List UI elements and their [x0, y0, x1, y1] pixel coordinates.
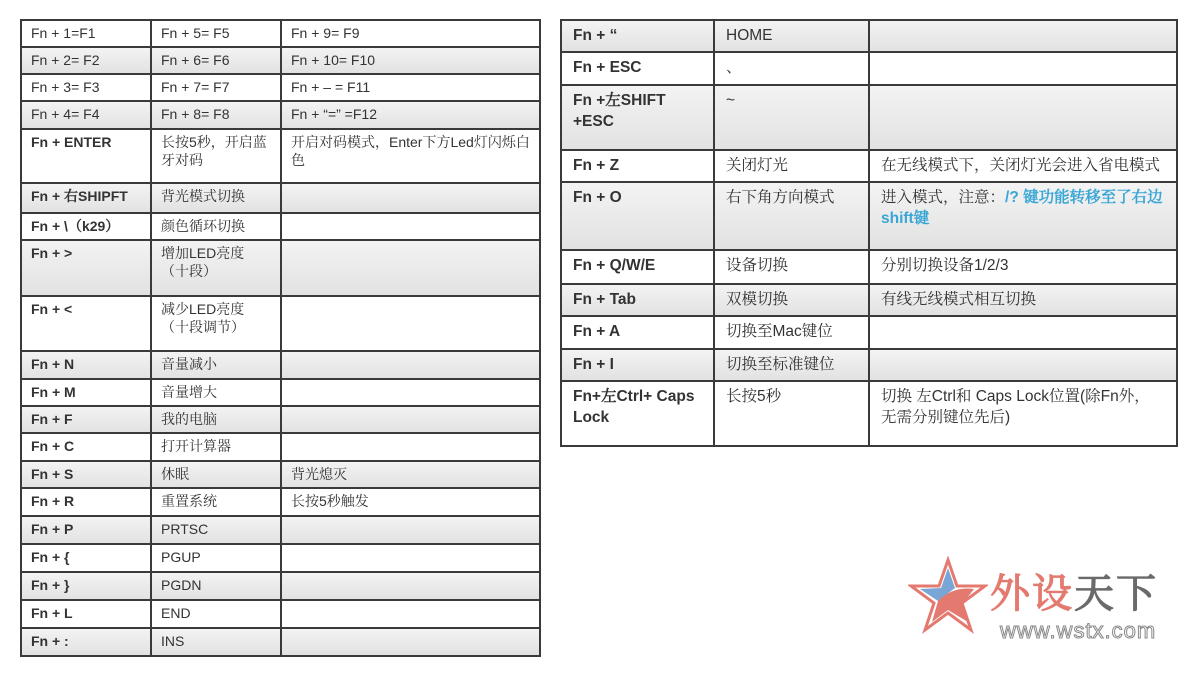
- function-cell: 音量增大: [151, 379, 281, 406]
- shortcut-key-cell: Fn + A: [561, 316, 714, 349]
- shortcut-key-cell: Fn + Tab: [561, 284, 714, 316]
- note-cell: 进入模式，注意：/? 键功能转移至了右边shift键: [869, 182, 1177, 250]
- function-cell: Fn + 6= F6: [151, 47, 281, 74]
- function-cell: 切换至标准键位: [714, 349, 869, 381]
- table-row: [561, 182, 1177, 250]
- table-row: [21, 488, 540, 516]
- table-row: [21, 461, 540, 488]
- note-cell: Fn + 9= F9: [281, 20, 540, 47]
- function-cell: 、: [714, 52, 869, 85]
- shortcut-key-cell: Fn+左Ctrl+ Caps Lock: [561, 381, 714, 446]
- table-row: [561, 349, 1177, 381]
- note-cell: [281, 406, 540, 433]
- logo-url: www.wstx.com: [1000, 618, 1157, 643]
- function-cell: 我的电脑: [151, 406, 281, 433]
- function-cell: Fn + 5= F5: [151, 20, 281, 47]
- right-shortcut-table: [560, 19, 1178, 447]
- table-row: [21, 47, 540, 74]
- shortcut-key-cell: Fn + O: [561, 182, 714, 250]
- note-cell: 长按5秒触发: [281, 488, 540, 516]
- function-cell: 切换至Mac键位: [714, 316, 869, 349]
- function-cell: 背光模式切换: [151, 183, 281, 213]
- table-row: [21, 20, 540, 47]
- shortcut-key-cell: Fn + S: [21, 461, 151, 488]
- function-cell: 双模切换: [714, 284, 869, 316]
- note-cell: [281, 296, 540, 351]
- shortcut-key-cell: Fn + R: [21, 488, 151, 516]
- table-row: [21, 74, 540, 101]
- function-cell: Fn + 7= F7: [151, 74, 281, 101]
- note-cell: [281, 379, 540, 406]
- shortcut-key-cell: Fn + ESC: [561, 52, 714, 85]
- function-cell: 长按5秒，开启蓝牙对码: [151, 129, 281, 183]
- function-cell: 音量减小: [151, 351, 281, 379]
- highlight-note: /? 键功能转移至了右边shift键: [881, 189, 1163, 227]
- shortcut-key-cell: Fn + 右SHIPFT: [21, 183, 151, 213]
- table-row: [21, 379, 540, 406]
- note-cell: Fn + “=” =F12: [281, 101, 540, 129]
- function-cell: Fn + 8= F8: [151, 101, 281, 129]
- note-cell: [869, 85, 1177, 150]
- note-cell: [869, 20, 1177, 52]
- table-row: [561, 85, 1177, 150]
- shortcut-key-cell: Fn + ENTER: [21, 129, 151, 183]
- function-cell: 颜色循环切换: [151, 213, 281, 240]
- shortcut-key-cell: Fn + N: [21, 351, 151, 379]
- function-cell: END: [151, 600, 281, 628]
- table-row: [561, 316, 1177, 349]
- table-row: [561, 150, 1177, 182]
- watermark-logo: [908, 556, 1188, 646]
- table-row: [21, 406, 540, 433]
- function-cell: PGUP: [151, 544, 281, 572]
- table-row: [21, 183, 540, 213]
- shortcut-key-cell: Fn + C: [21, 433, 151, 461]
- function-cell: 右下角方向模式: [714, 182, 869, 250]
- table-row: [561, 250, 1177, 284]
- shortcut-key-cell: Fn + 3= F3: [21, 74, 151, 101]
- table-row: [21, 516, 540, 544]
- shortcut-key-cell: Fn + :: [21, 628, 151, 656]
- shortcut-key-cell: Fn + Q/W/E: [561, 250, 714, 284]
- note-cell: [869, 52, 1177, 85]
- shortcut-key-cell: Fn + <: [21, 296, 151, 351]
- note-cell: 背光熄灭: [281, 461, 540, 488]
- shortcut-key-cell: Fn + 2= F2: [21, 47, 151, 74]
- shortcut-key-cell: Fn + 1=F1: [21, 20, 151, 47]
- table-row: [21, 240, 540, 296]
- shortcut-key-cell: Fn + M: [21, 379, 151, 406]
- note-cell: [281, 600, 540, 628]
- note-cell: 分别切换设备1/2/3: [869, 250, 1177, 284]
- note-cell: Fn + 10= F10: [281, 47, 540, 74]
- table-row: [21, 351, 540, 379]
- note-cell: [281, 183, 540, 213]
- note-cell: 开启对码模式，Enter下方Led灯闪烁白色: [281, 129, 540, 183]
- table-row: [21, 544, 540, 572]
- shortcut-key-cell: Fn + Z: [561, 150, 714, 182]
- function-cell: ~: [714, 85, 869, 150]
- function-cell: 设备切换: [714, 250, 869, 284]
- table-row: [21, 628, 540, 656]
- table-row: [21, 129, 540, 183]
- shortcut-key-cell: Fn + \（k29）: [21, 213, 151, 240]
- shortcut-key-cell: Fn +左SHIFT +ESC: [561, 85, 714, 150]
- note-cell: [281, 572, 540, 600]
- shortcut-key-cell: Fn + {: [21, 544, 151, 572]
- note-cell: 切换 左Ctrl和 Caps Lock位置(除Fn外，无需分别键位先后): [869, 381, 1177, 446]
- function-cell: 关闭灯光: [714, 150, 869, 182]
- shortcut-key-cell: Fn + 4= F4: [21, 101, 151, 129]
- note-cell: [281, 544, 540, 572]
- table-row: [21, 101, 540, 129]
- note-cell: [281, 628, 540, 656]
- star-logo-icon: [908, 556, 988, 636]
- left-shortcut-table: [20, 19, 541, 657]
- table-row: [561, 381, 1177, 446]
- table-row: [561, 20, 1177, 52]
- table-row: [561, 284, 1177, 316]
- shortcut-key-cell: Fn + F: [21, 406, 151, 433]
- function-cell: PRTSC: [151, 516, 281, 544]
- function-cell: INS: [151, 628, 281, 656]
- function-cell: 减少LED亮度（十段调节）: [151, 296, 281, 351]
- note-cell: [281, 516, 540, 544]
- shortcut-key-cell: Fn + L: [21, 600, 151, 628]
- note-cell: [869, 349, 1177, 381]
- function-cell: HOME: [714, 20, 869, 52]
- table-row: [21, 296, 540, 351]
- function-cell: 重置系统: [151, 488, 281, 516]
- note-cell: [281, 433, 540, 461]
- table-row: [21, 433, 540, 461]
- note-cell: Fn + – = F11: [281, 74, 540, 101]
- function-cell: PGDN: [151, 572, 281, 600]
- table-row: [561, 52, 1177, 85]
- function-cell: 增加LED亮度（十段）: [151, 240, 281, 296]
- table-row: [21, 213, 540, 240]
- function-cell: 休眠: [151, 461, 281, 488]
- shortcut-key-cell: Fn + }: [21, 572, 151, 600]
- note-cell: 在无线模式下，关闭灯光会进入省电模式: [869, 150, 1177, 182]
- note-cell: 有线无线模式相互切换: [869, 284, 1177, 316]
- logo-name: 外设天下: [990, 572, 1158, 616]
- note-cell: [281, 213, 540, 240]
- shortcut-key-cell: Fn + “: [561, 20, 714, 52]
- table-row: [21, 572, 540, 600]
- note-cell: [281, 240, 540, 296]
- shortcut-key-cell: Fn + >: [21, 240, 151, 296]
- note-cell: [281, 351, 540, 379]
- note-cell: [869, 316, 1177, 349]
- shortcut-key-cell: Fn + P: [21, 516, 151, 544]
- shortcut-key-cell: Fn + I: [561, 349, 714, 381]
- function-cell: 长按5秒: [714, 381, 869, 446]
- table-row: [21, 600, 540, 628]
- function-cell: 打开计算器: [151, 433, 281, 461]
